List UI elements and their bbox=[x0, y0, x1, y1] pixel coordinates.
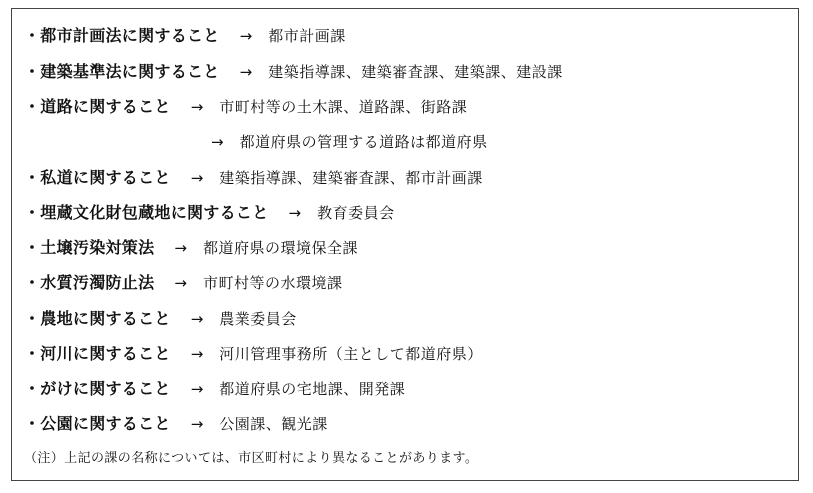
footnote: （注）上記の課の名称については、市区町村により異なることがあります。 bbox=[24, 451, 479, 466]
arrow-icon: → bbox=[190, 98, 204, 116]
list-item-rivers bbox=[24, 339, 483, 369]
topic-label: ・がけに関すること bbox=[24, 379, 171, 398]
department-label: 都道府県の環境保全課 bbox=[202, 239, 358, 257]
topic-label: ・農地に関すること bbox=[24, 309, 171, 328]
arrow-icon: → bbox=[239, 63, 253, 81]
list-item-private-roads bbox=[24, 163, 483, 193]
topic-label: ・水質汚濁防止法 bbox=[24, 273, 155, 292]
topic-label: ・私道に関すること bbox=[24, 168, 171, 187]
list-item-cliffs bbox=[24, 374, 405, 404]
list-item-roads-prefectural bbox=[211, 127, 488, 157]
department-label: 建築指導課、建築審査課、建築課、建設課 bbox=[268, 63, 563, 81]
topic-label: ・河川に関すること bbox=[24, 344, 171, 363]
arrow-icon: → bbox=[190, 415, 204, 433]
arrow-icon: → bbox=[211, 133, 224, 151]
topic-label: ・埋蔵文化財包蔵地に関すること bbox=[24, 203, 269, 222]
arrow-icon: → bbox=[190, 169, 204, 187]
department-label: 都道府県の管理する道路は都道府県 bbox=[239, 133, 488, 151]
department-label: 都市計画課 bbox=[268, 27, 346, 45]
list-item-city-planning-law bbox=[24, 21, 346, 51]
department-label: 建築指導課、建築審査課、都市計画課 bbox=[219, 169, 483, 187]
list-item-roads bbox=[24, 92, 467, 122]
list-item-building-standards-law bbox=[24, 57, 563, 87]
department-label: 公園課、観光課 bbox=[219, 415, 328, 433]
list-item-water-pollution-law bbox=[24, 268, 343, 298]
topic-label: ・道路に関すること bbox=[24, 97, 171, 116]
department-label: 市町村等の土木課、道路課、街路課 bbox=[219, 98, 468, 116]
topic-label: ・建築基準法に関すること bbox=[24, 62, 220, 81]
arrow-icon: → bbox=[190, 310, 204, 328]
department-label: 市町村等の水環境課 bbox=[202, 274, 343, 292]
list-item-soil-contamination-law bbox=[24, 233, 358, 263]
topic-label: ・公園に関すること bbox=[24, 414, 171, 433]
list-item-parks bbox=[24, 409, 328, 439]
topic-label: ・土壌汚染対策法 bbox=[24, 238, 155, 257]
arrow-icon: → bbox=[190, 380, 204, 398]
arrow-icon: → bbox=[288, 204, 302, 222]
department-label: 教育委員会 bbox=[317, 204, 395, 222]
arrow-icon: → bbox=[190, 345, 204, 363]
list-item-farmland bbox=[24, 304, 297, 334]
department-label: 都道府県の宅地課、開発課 bbox=[219, 380, 406, 398]
department-label: 農業委員会 bbox=[219, 310, 297, 328]
arrow-icon: → bbox=[239, 27, 253, 45]
department-label: 河川管理事務所（主として都道府県） bbox=[219, 345, 483, 363]
arrow-icon: → bbox=[174, 274, 187, 292]
arrow-icon: → bbox=[174, 239, 187, 257]
topic-label: ・都市計画法に関すること bbox=[24, 26, 220, 45]
list-item-buried-cultural-property bbox=[24, 198, 395, 228]
